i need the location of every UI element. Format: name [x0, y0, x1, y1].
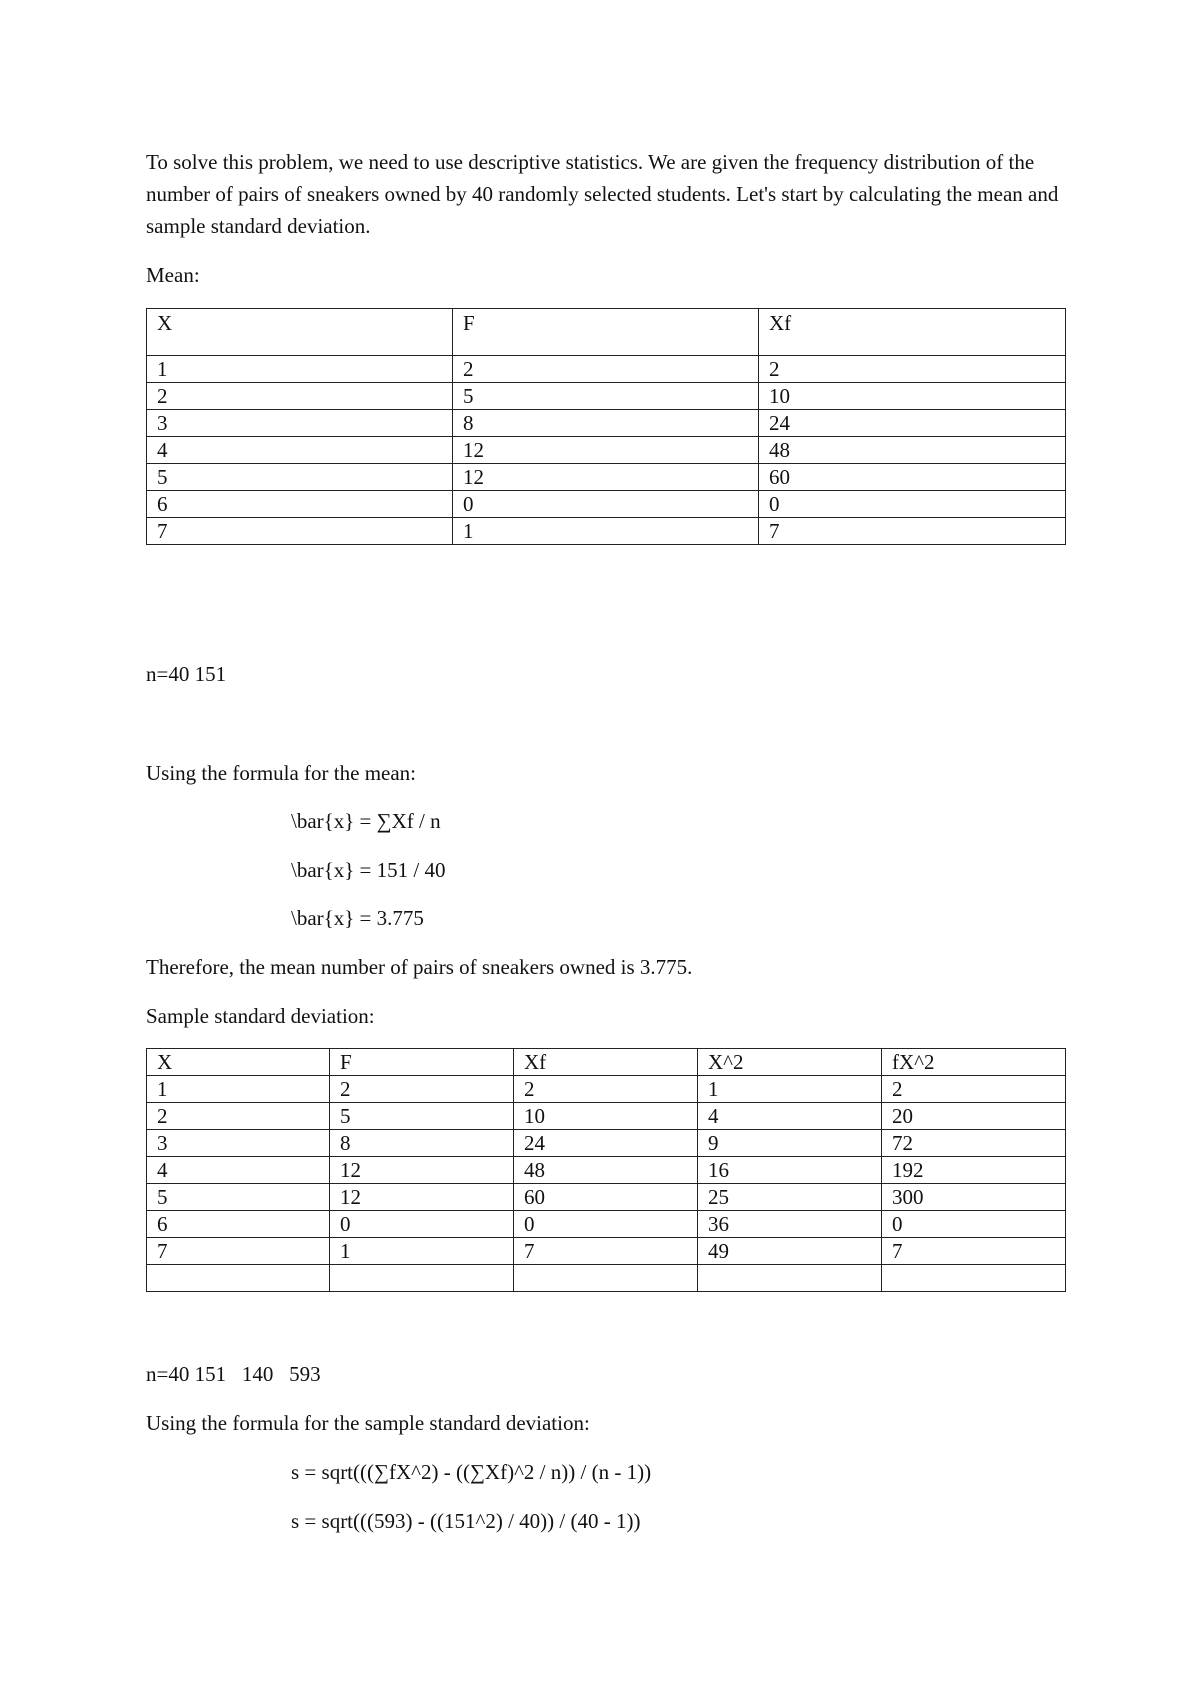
table-cell: 0: [882, 1211, 1066, 1238]
table-cell: 12: [453, 437, 759, 464]
column-header: X: [147, 309, 453, 356]
table-cell: 2: [147, 1103, 330, 1130]
table-cell: 2: [882, 1076, 1066, 1103]
table-cell: 2: [147, 383, 453, 410]
table-row: [147, 1184, 1066, 1211]
table-header-row: [147, 1049, 1066, 1076]
column-header: Xf: [514, 1049, 698, 1076]
sd-step: s = sqrt(((∑fX^2) - ((∑Xf)^2 / n)) / (n - 1)): [291, 1460, 652, 1484]
table-cell: [698, 1265, 882, 1292]
table-cell: [147, 1265, 330, 1292]
table-cell: 5: [330, 1103, 514, 1130]
table-row: [147, 1130, 1066, 1157]
table-row: [147, 464, 1066, 491]
totals-line-2: n=40 151 140 593: [146, 1362, 321, 1386]
table-row: [147, 518, 1066, 545]
table-cell: 1: [147, 356, 453, 383]
table-row: [147, 437, 1066, 464]
table-cell: 7: [882, 1238, 1066, 1265]
table-cell: 2: [330, 1076, 514, 1103]
column-header: F: [330, 1049, 514, 1076]
mean-heading: Mean:: [146, 263, 200, 287]
table-cell: 3: [147, 410, 453, 437]
table-cell: [514, 1265, 698, 1292]
table-cell: 12: [453, 464, 759, 491]
table-cell: 49: [698, 1238, 882, 1265]
table-header-row: [147, 309, 1066, 356]
table-row: [147, 1265, 1066, 1292]
table-cell: 20: [882, 1103, 1066, 1130]
mean-step: \bar{x} = 151 / 40: [291, 858, 446, 882]
table-cell: 10: [514, 1103, 698, 1130]
table-cell: 8: [453, 410, 759, 437]
sd-formula-intro: Using the formula for the sample standard deviation:: [146, 1411, 590, 1435]
table-row: [147, 410, 1066, 437]
frequency-table: [146, 308, 1066, 545]
column-header: X^2: [698, 1049, 882, 1076]
table-row: [147, 1076, 1066, 1103]
table-cell: 4: [147, 1157, 330, 1184]
table-row: [147, 491, 1066, 518]
table-cell: 5: [147, 1184, 330, 1211]
column-header: Xf: [759, 309, 1066, 356]
table-cell: 1: [147, 1076, 330, 1103]
table-cell: 6: [147, 491, 453, 518]
column-header: fX^2: [882, 1049, 1066, 1076]
table-cell: 2: [759, 356, 1066, 383]
column-header: F: [453, 309, 759, 356]
table-cell: 2: [453, 356, 759, 383]
mean-conclusion: Therefore, the mean number of pairs of sneakers owned is 3.775.: [146, 955, 693, 979]
table-cell: 48: [759, 437, 1066, 464]
table-row: [147, 1157, 1066, 1184]
sd-step: s = sqrt(((593) - ((151^2) / 40)) / (40 - 1)): [291, 1509, 641, 1533]
table-cell: 7: [147, 518, 453, 545]
sd-heading: Sample standard deviation:: [146, 1004, 375, 1028]
table-cell: 0: [453, 491, 759, 518]
table-cell: 12: [330, 1184, 514, 1211]
table-cell: 60: [514, 1184, 698, 1211]
squares-table: [146, 1048, 1066, 1292]
table-cell: 6: [147, 1211, 330, 1238]
table-cell: 24: [514, 1130, 698, 1157]
table-cell: 300: [882, 1184, 1066, 1211]
table-cell: [330, 1265, 514, 1292]
table-row: [147, 1211, 1066, 1238]
table-row: [147, 356, 1066, 383]
table-cell: 7: [759, 518, 1066, 545]
table-cell: 7: [514, 1238, 698, 1265]
table-cell: [882, 1265, 1066, 1292]
table-cell: 8: [330, 1130, 514, 1157]
table-cell: 5: [453, 383, 759, 410]
mean-formula-intro: Using the formula for the mean:: [146, 761, 417, 785]
table-cell: 3: [147, 1130, 330, 1157]
table-cell: 2: [514, 1076, 698, 1103]
table-cell: 9: [698, 1130, 882, 1157]
table-cell: 60: [759, 464, 1066, 491]
table-cell: 5: [147, 464, 453, 491]
table-cell: 0: [759, 491, 1066, 518]
table-cell: 4: [147, 437, 453, 464]
table-cell: 24: [759, 410, 1066, 437]
table-cell: 36: [698, 1211, 882, 1238]
table-cell: 1: [330, 1238, 514, 1265]
table-cell: 48: [514, 1157, 698, 1184]
totals-line-1: n=40 151: [146, 662, 227, 686]
table-cell: 0: [514, 1211, 698, 1238]
table-row: [147, 1238, 1066, 1265]
table-cell: 12: [330, 1157, 514, 1184]
table-cell: 1: [453, 518, 759, 545]
table-cell: 25: [698, 1184, 882, 1211]
table-cell: 16: [698, 1157, 882, 1184]
table-cell: 0: [330, 1211, 514, 1238]
table-cell: 192: [882, 1157, 1066, 1184]
table-row: [147, 383, 1066, 410]
table-cell: 1: [698, 1076, 882, 1103]
table-cell: 72: [882, 1130, 1066, 1157]
mean-step: \bar{x} = ∑Xf / n: [291, 809, 441, 833]
table-cell: 10: [759, 383, 1066, 410]
column-header: X: [147, 1049, 330, 1076]
table-cell: 4: [698, 1103, 882, 1130]
table-row: [147, 1103, 1066, 1130]
intro-paragraph: To solve this problem, we need to use descriptive statistics. We are given the frequency distribution of the number of pairs of sneakers owned by 40 randomly selected students. Let's start by calculating the mean and sample standard deviation.: [146, 150, 1059, 238]
table-cell: 7: [147, 1238, 330, 1265]
mean-step: \bar{x} = 3.775: [291, 906, 424, 930]
